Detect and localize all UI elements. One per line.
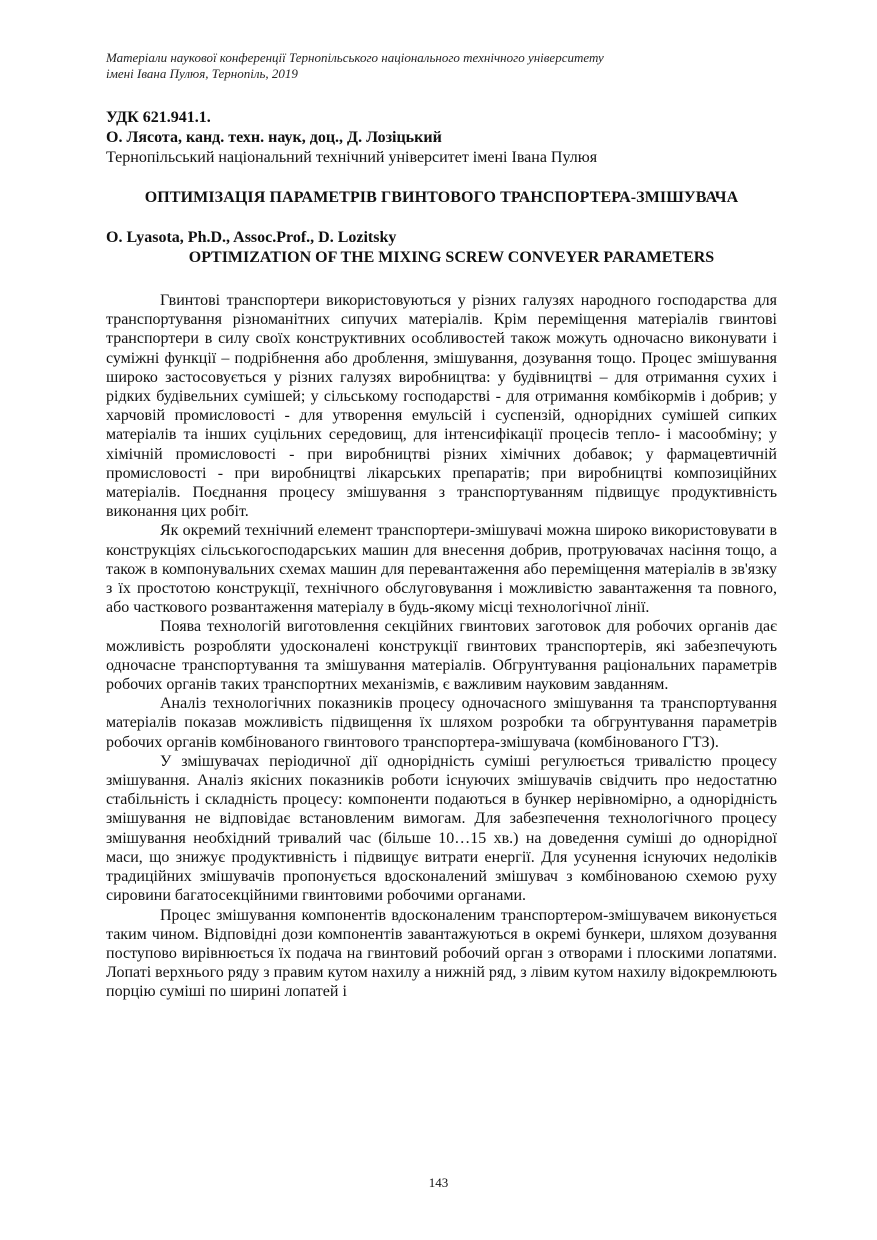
title-english: OPTIMIZATION OF THE MIXING SCREW CONVEYER PARAMETERS xyxy=(188,249,715,266)
page-content xyxy=(106,50,777,1002)
paragraph: У змішувачах періодичної дії однорідність суміші регулюється тривалістю процесу змішування. Аналіз якісних показників роботи існуючих змішувачів свідчить про недостатню стабільність і складність процесу: компоненти подаються в бункер нерівномірно, а однорідність змішування не відповідає встановленим вимогам. Для забезпечення технологічного процесу змішування необхідний тривалий час (більше 10…15 хв.) на доведення суміші до однорідної маси, що знижує продуктивність і підвищує витрати енергії. Для усунення існуючих недоліків традиційних змішувачів пропонується вдосконалений змішувач з комбінованою схемою руху сировини багатосекційними гвинтовими робочими органами. xyxy=(106,752,777,905)
authors-english: O. Lyasota, Ph.D., Assoc.Prof., D. Lozitsky xyxy=(106,229,397,246)
affiliation: Тернопільський національний технічний університет імені Івана Пулюя xyxy=(106,149,598,166)
paragraph: Аналіз технологічних показників процесу одночасного змішування та транспортування матеріалів показав можливість підвищення їх шляхом розробки та обгрунтування параметрів робочих органів комбінованого гвинтового транспортера-змішувача (комбінованого ГТЗ). xyxy=(106,695,777,751)
udk-code: УДК 621.941.1. xyxy=(106,109,211,126)
paragraph: Як окремий технічний елемент транспортери-змішувачі можна широко використовувати в конструкціях сільськогосподарських машин для внесення добрив, протруювачах насіння тощо, а також в компонувальних схемах машин для перевантаження або переміщення матеріалів в зв'язку з їх простотою конструкції, технічного обслуговування і можливістю завантаження та повного, або часткового розвантаження матеріалу в будь-якому місці технологічної лінії. xyxy=(106,522,777,617)
page-number: 143 xyxy=(428,1175,449,1190)
conference-header-line-2: імені Івана Пулюя, Тернопіль, 2019 xyxy=(106,66,298,81)
paragraph: Процес змішування компонентів вдосконаленим транспортером-змішувачем виконується таким чином. Відповідні дози компонентів завантажуються в окремі бункери, шляхом дозування поступово вирівнюється їх подача на гвинтовий робочий орган з отворами і плоскими лопатями. Лопаті верхнього ряду з правим кутом нахилу а нижній ряд, з лівим кутом нахилу відокремлюють порцію суміші по ширині лопатей і xyxy=(106,906,777,1001)
conference-header-line-1: Матеріали наукової конференції Тернопільського національного технічного університету xyxy=(106,50,604,65)
paragraph: Гвинтові транспортери використовуються у різних галузях народного господарства для транспортування різноманітних сипучих матеріалів. Крім переміщення матеріалів гвинтові транспортери в силу своїх конструктивних особливостей також можуть одночасно виконувати і суміжні функції – подрібнення або дроблення, змішування, дозування тощо. Процес змішування широко застосовується у різних галузях виробництва: у будівництві – для отримання сухих і рідких будівельних сумішей; у сільському господарстві - для отримання комбікормів і добрив; у харчовій промисловості - для утворення емульсій і суспензій, однорідних сумішей сипких матеріалів та інших суцільних середовищ, для інтенсифікації процесів тепло- і масообміну; у хімічній промисловості - при виробництві різних хімічних добавок; у фармацевтичній промисловості - при виробництві лікарських препаратів; при виробництві композиційних матеріалів. Поєднання процесу змішування з транспортуванням підвищує продуктивність виконання цих робіт. xyxy=(106,292,777,521)
title-ukrainian: ОПТИМІЗАЦІЯ ПАРАМЕТРІВ ГВИНТОВОГО ТРАНСПОРТЕРА-ЗМІШУВАЧА xyxy=(144,189,739,206)
authors-ukrainian: О. Лясота, канд. техн. наук, доц., Д. Лозіцький xyxy=(106,129,442,146)
paragraph: Поява технологій виготовлення секційних гвинтових заготовок для робочих органів дає можливість розробляти удосконалені конструкції гвинтових транспортерів, які забезпечують одночасне транспортування та змішування матеріалів. Обгрунтування раціональних параметрів робочих органів таких транспортних механізмів, є важливим науковим завданням. xyxy=(106,618,777,694)
article-body xyxy=(106,291,777,1002)
